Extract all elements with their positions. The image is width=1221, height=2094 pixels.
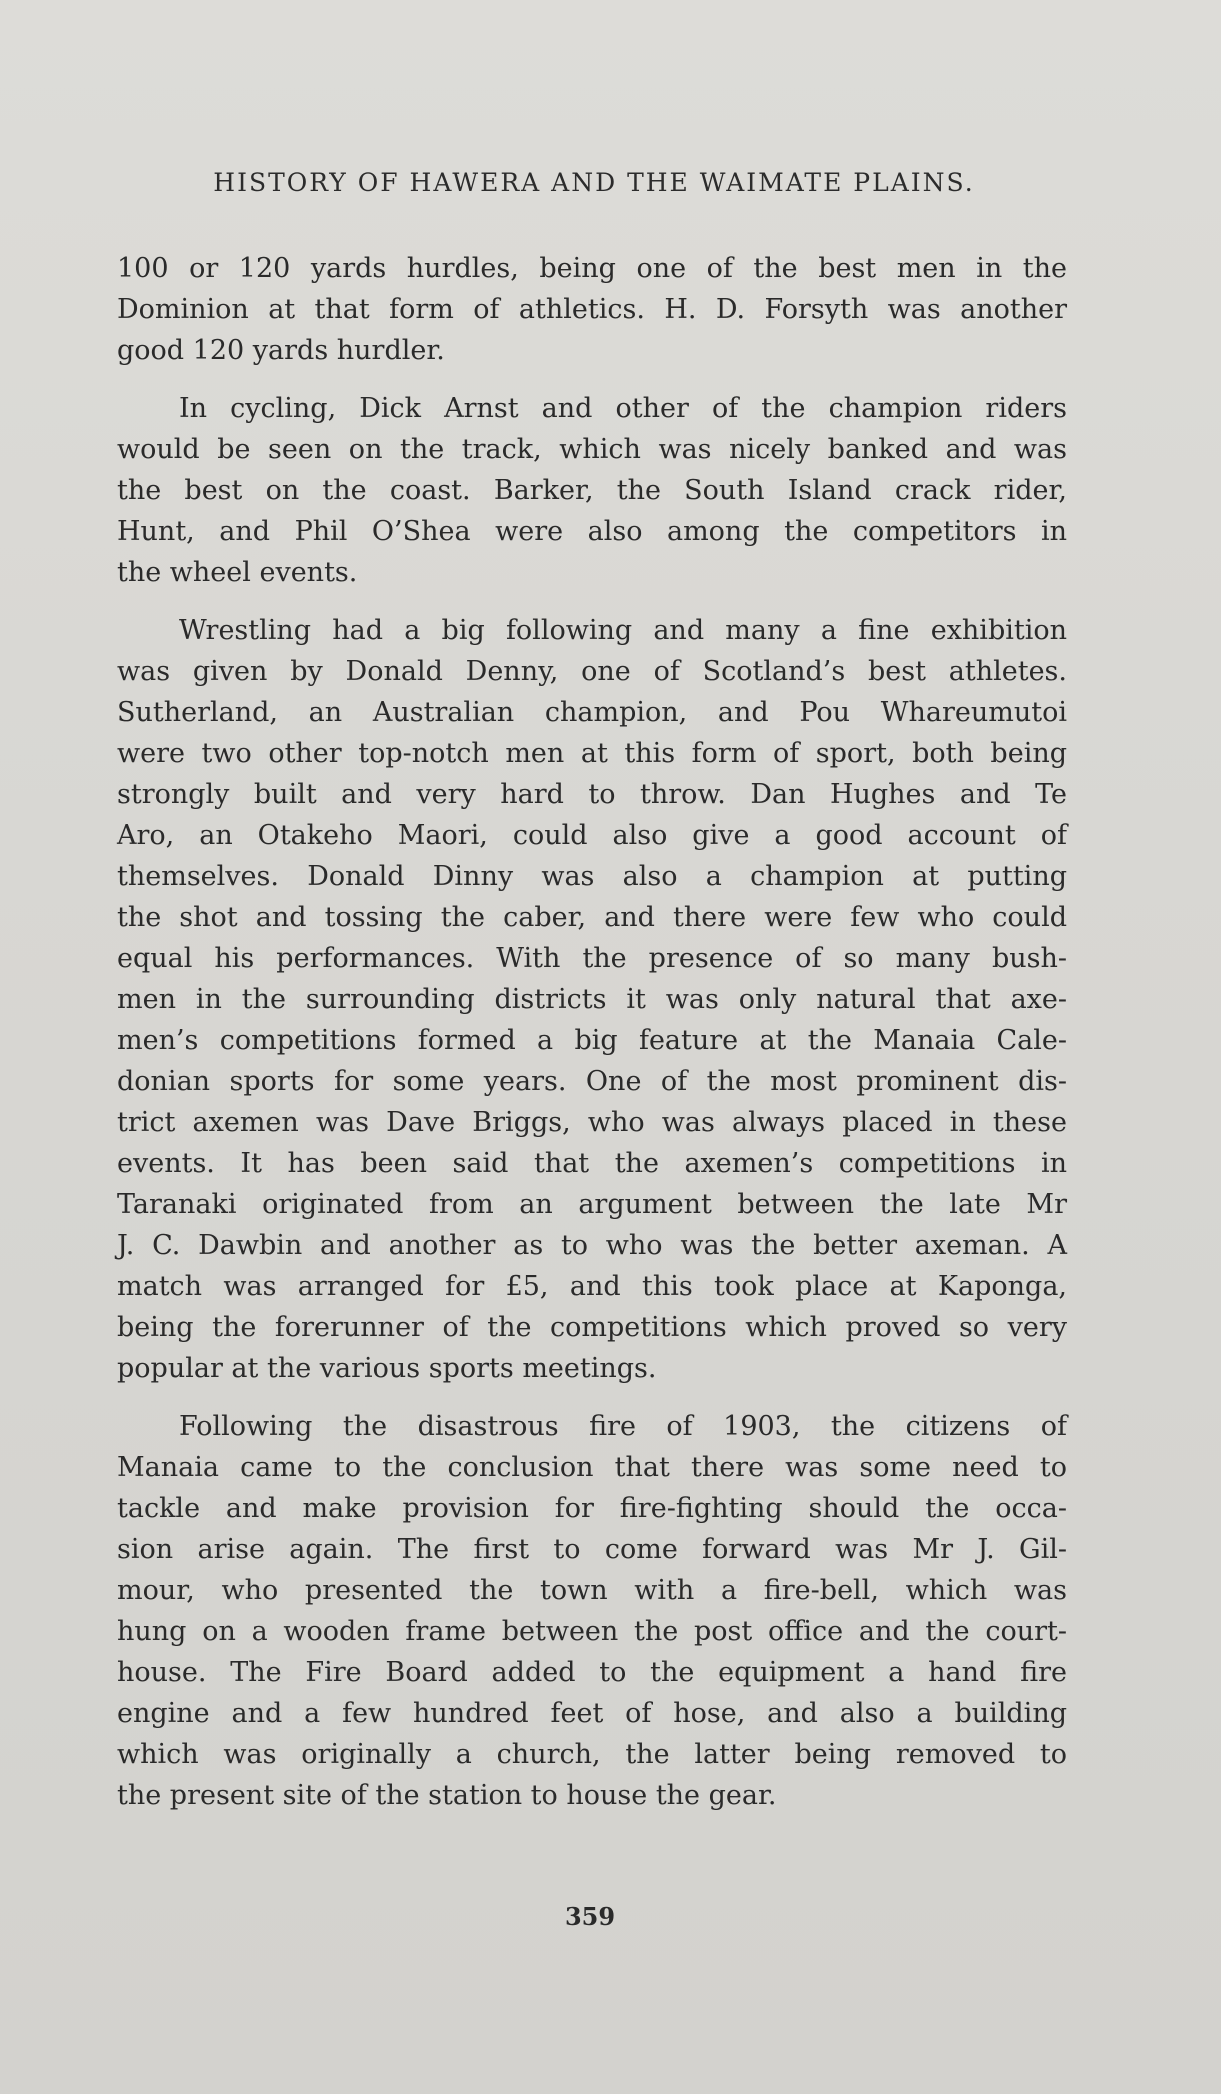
running-head: HISTORY OF HAWERA AND THE WAIMATE PLAINS.: [213, 168, 975, 197]
text-line: events. It has been said that the axemen’s competitions in: [117, 1148, 1067, 1179]
text-line: Taranaki originated from an argument between the late Mr: [117, 1189, 1067, 1220]
text-line: was given by Donald Denny, one of Scotland’s best athletes.: [117, 656, 1067, 687]
text-line: men’s competitions formed a big feature at the Manaia Cale-: [117, 1025, 1067, 1056]
text-line: which was originally a church, the latter being removed to: [117, 1739, 1067, 1770]
text-line: the shot and tossing the caber, and there were few who could: [117, 902, 1067, 933]
text-line: 100 or 120 yards hurdles, being one of the best men in the: [117, 253, 1067, 284]
text-line: hung on a wooden frame between the post office and the court-: [117, 1616, 1067, 1647]
text-line: the present site of the station to house the gear.: [117, 1780, 777, 1811]
paragraph-hurdles: [117, 248, 1067, 371]
text-line: In cycling, Dick Arnst and other of the champion riders: [179, 393, 1067, 424]
text-line: Aro, an Otakeho Maori, could also give a good account of: [117, 820, 1067, 851]
page-number: 359: [564, 1902, 616, 1931]
paragraph-wrestling: [117, 610, 1067, 1389]
text-line: would be seen on the track, which was nicely banked and was: [117, 434, 1067, 465]
text-line: Manaia came to the conclusion that there was some need to: [117, 1452, 1067, 1483]
text-line: themselves. Donald Dinny was also a champion at putting: [117, 861, 1067, 892]
text-line: were two other top-notch men at this form of sport, both being: [117, 738, 1067, 769]
text-line: equal his performances. With the presence of so many bush-: [117, 943, 1067, 974]
text-line: mour, who presented the town with a fire-bell, which was: [117, 1575, 1067, 1606]
paragraph-fire: [117, 1406, 1067, 1816]
body-text: [117, 248, 1067, 1833]
paragraph-cycling: [117, 388, 1067, 593]
text-line: strongly built and very hard to throw. Dan Hughes and Te: [117, 779, 1067, 810]
text-line: house. The Fire Board added to the equipment a hand fire: [117, 1657, 1067, 1688]
text-line: donian sports for some years. One of the most prominent dis-: [117, 1066, 1067, 1097]
text-line: J. C. Dawbin and another as to who was the better axeman. A: [117, 1230, 1067, 1261]
text-line: engine and a few hundred feet of hose, and also a building: [117, 1698, 1067, 1729]
text-line: the wheel events.: [117, 557, 358, 588]
text-line: good 120 yards hurdler.: [117, 335, 445, 366]
text-line: Wrestling had a big following and many a fine exhibition: [179, 615, 1067, 646]
text-line: being the forerunner of the competitions which proved so very: [117, 1312, 1067, 1343]
text-line: Hunt, and Phil O’Shea were also among the competitors in: [117, 516, 1067, 547]
text-line: match was arranged for £5, and this took place at Kaponga,: [117, 1271, 1067, 1302]
text-line: sion arise again. The first to come forward was Mr J. Gil-: [117, 1534, 1067, 1565]
text-line: popular at the various sports meetings.: [117, 1353, 657, 1384]
text-line: Dominion at that form of athletics. H. D. Forsyth was another: [117, 294, 1067, 325]
text-line: Following the disastrous fire of 1903, the citizens of: [179, 1411, 1067, 1442]
text-line: Sutherland, an Australian champion, and Pou Whareumutoi: [117, 697, 1067, 728]
text-line: trict axemen was Dave Briggs, who was always placed in these: [117, 1107, 1067, 1138]
text-line: the best on the coast. Barker, the South Island crack rider,: [117, 475, 1067, 506]
text-line: tackle and make provision for fire-fighting should the occa-: [117, 1493, 1067, 1524]
text-line: men in the surrounding districts it was only natural that axe-: [117, 984, 1067, 1015]
